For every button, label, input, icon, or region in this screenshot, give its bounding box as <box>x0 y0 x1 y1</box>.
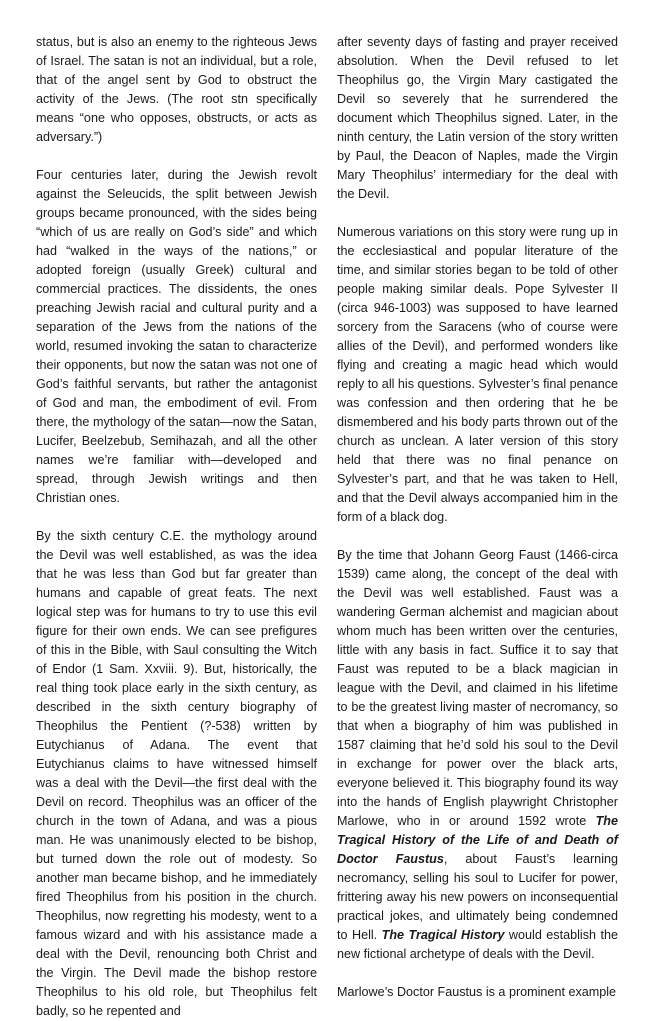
paragraph: Marlowe’s Doctor Faustus is a prominent example <box>337 985 617 999</box>
text-run: would establish the new fictional archetype of deals with the Devil. <box>337 928 618 961</box>
book-title: The Tragical History <box>381 928 505 942</box>
paragraph: after seventy days of fasting and prayer received absolution. When the Devil refused to let Theophilus go, the Virgin Mary castigated the Devil so severely that he surrendered the document which Theophilus signed. Later, in the ninth century, the Latin version of the story written by Paul, the Deacon of Naples, made the Virgin Mary Theophilus’ intermediary for the deal with the Devil. <box>337 35 618 201</box>
paragraph: Four centuries later, during the Jewish revolt against the Seleucids, the split between Jewish groups became pronounced, with the sides being “which of us are really on God’s side” and which had “walked in the ways of the nations,” or adopted foreign (usually Greek) cultural and commercial practices. The dissidents, the ones preaching Jewish racial and cultural purity and a separation of the Jews from the nations of the world, resumed invoking the satan to characterize their opponents, but now the satan was not one of God’s faithful servants, but rather the antagonist of God and man, the embodiment of evil. From there, the mythology of the satan—now the Satan, Lucifer, Beelzebub, Semihazah, and all the other names we’re familiar with—developed and spread, through Jewish writings and then Christian ones. <box>36 168 317 505</box>
paragraph: Numerous variations on this story were rung up in the ecclesiastical and popular literature of the time, and similar stories began to be told of other people making similar deals. Pope Sylvester II (circa 946-1003) was supposed to have learned sorcery from the Saracens (who of course were allies of the Devil), and performed wonders like flying and creating a magic head which would reply to all his questions. Sylvester’s final penance was confession and then ordering that he be dismembered and his body parts thrown out of the church as unclean. A later version of this story held that there was no final penance on Sylvester’s part, and that he was taken to Hell, and that the Devil always accompanied him in the form of a black dog. <box>337 225 618 524</box>
book-title: The Tragical History of the Life of and Death of Doctor Faustus <box>337 814 618 866</box>
page-body <box>36 33 618 1021</box>
paragraph: By the sixth century C.E. the mythology around the Devil was well established, as was the idea that he was less than God but far greater than humans and capable of great feats. The next logical step was for humans to try to use this evil figure for their own ends. We can see prefigures of this in the Bible, with Saul consulting the Witch of Endor (1 Sam. Xxviii. 9). But, historically, the real thing took place early in the sixth century, as described in the sixth century biography of Theophilus the Pentient (?-538) written by Eutychianus of Adana. The event that Eutychianus claims to have witnessed himself was a deal with the Devil—the first deal with the Devil on record. Theophilus was an officer of the church in the town of Adana, and was a pious man. He was unanimously elected to be bishop, but turned down the role out of modesty. So another man became bishop, and he immediately fired Theophilus from his position in the church. Theophilus, now regretting his modesty, went to a famous wizard and with his assistance made a deal with the Devil, renouncing both Christ and the Virgin. The Devil made the bishop restore Theophilus to his old role, but Theophilus felt badly, so he repented and <box>36 529 317 1018</box>
right-column <box>337 33 618 1021</box>
text-run: , about Faust’s learning necromancy, selling his soul to Lucifer for power, frittering away his new powers on inconsequential practical jokes, and ultimately being condemned to Hell. <box>337 852 618 942</box>
paragraph: status, but is also an enemy to the righteous Jews of Israel. The satan is not an individual, but a role, that of the angel sent by God to obstruct the activity of the Jews. (The root stn specifically means “one who opposes, obstructs, or acts as adversary.”) <box>36 35 317 144</box>
left-column <box>36 33 317 1021</box>
paragraph <box>337 546 618 964</box>
text-run: By the time that Johann Georg Faust (1466-circa 1539) came along, the concept of the deal with the Devil was well established. Faust was a wandering German alchemist and magician about whom much has been written over the centuries, little with any basis in fact. Suffice it to say that Faust was reputed to be a black magician in league with the Devil, and claimed in his lifetime to be the greatest living master of necromancy, so that when a biography of him was published in 1587 claiming that he’d sold his soul to the Devil in exchange for power over the black arts, everyone believed it. This biography found its way into the hands of English playwright Christopher Marlowe, who in or around 1592 wrote <box>337 548 618 828</box>
